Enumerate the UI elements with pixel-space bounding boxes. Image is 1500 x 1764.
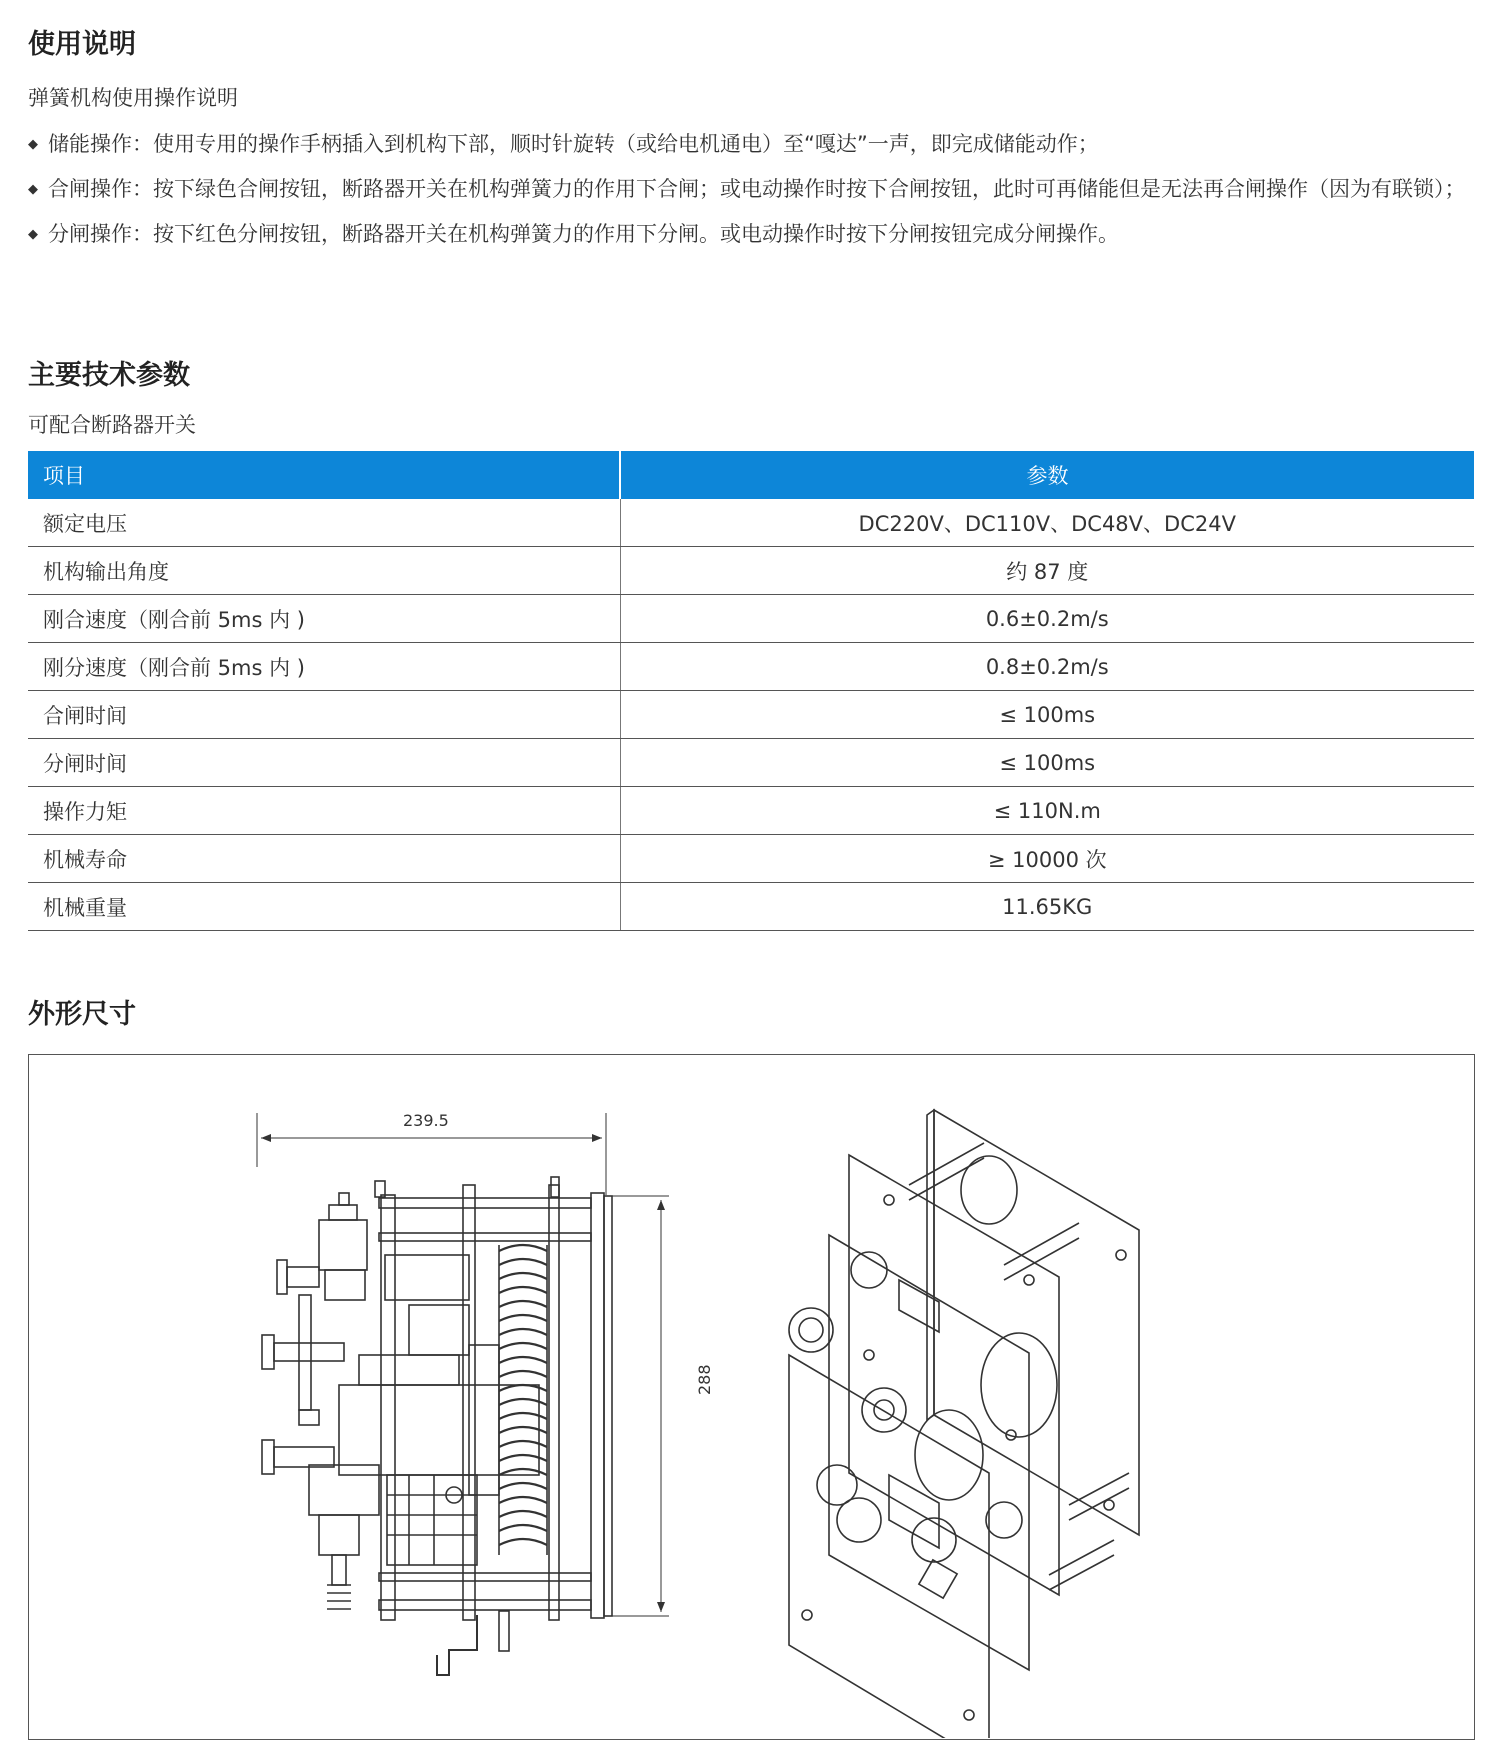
list-item — [28, 167, 1478, 212]
spec-name: 刚合速度（刚合前 5ms 内 ) — [28, 595, 620, 643]
spec-value: DC220V、DC110V、DC48V、DC24V — [620, 499, 1474, 547]
spec-name: 机械寿命 — [28, 835, 620, 883]
spec-value: 0.8±0.2m/s — [620, 643, 1474, 691]
column-header-item: 项目 — [28, 451, 620, 499]
side-view-drawing — [257, 1113, 669, 1675]
spec-name: 合闸时间 — [28, 691, 620, 739]
height-dimension-label: 288 — [695, 1364, 714, 1395]
width-dimension-label: 239.5 — [403, 1111, 449, 1130]
spec-name: 机构输出角度 — [28, 547, 620, 595]
bullet-diamond-icon: ◆ — [28, 137, 38, 152]
spec-name: 刚分速度（刚合前 5ms 内 ) — [28, 643, 620, 691]
table-row — [28, 883, 1474, 931]
usage-item-storage: 储能操作：使用专用的操作手柄插入到机构下部，顺时针旋转（或给电机通电）至“嘎达”一声，即完成储能动作； — [48, 132, 1099, 156]
table-row — [28, 691, 1474, 739]
table-row — [28, 835, 1474, 883]
table-row — [28, 643, 1474, 691]
mechanism-drawings — [29, 1055, 1473, 1738]
spec-value: ≤ 110N.m — [620, 787, 1474, 835]
spec-value: 11.65KG — [620, 883, 1474, 931]
usage-list — [28, 122, 1478, 257]
table-row — [28, 739, 1474, 787]
isometric-view-drawing — [789, 1110, 1139, 1738]
specs-title: 主要技术参数 — [28, 360, 190, 391]
dimension-drawing-frame — [28, 1054, 1475, 1740]
spec-name: 额定电压 — [28, 499, 620, 547]
table-row — [28, 787, 1474, 835]
usage-title: 使用说明 — [28, 29, 136, 60]
spec-value: 约 87 度 — [620, 547, 1474, 595]
bullet-diamond-icon: ◆ — [28, 227, 38, 242]
spec-name: 操作力矩 — [28, 787, 620, 835]
dimensions-title: 外形尺寸 — [28, 999, 136, 1030]
column-header-param: 参数 — [620, 451, 1474, 499]
table-row — [28, 499, 1474, 547]
spec-value: 0.6±0.2m/s — [620, 595, 1474, 643]
specs-subtitle: 可配合断路器开关 — [28, 413, 196, 437]
list-item — [28, 122, 1478, 167]
usage-item-closing: 合闸操作：按下绿色合闸按钮，断路器开关在机构弹簧力的作用下合闸；或电动操作时按下合闸按钮，此时可再储能但是无法再合闸操作（因为有联锁）； — [48, 177, 1466, 201]
spec-table — [28, 451, 1474, 931]
spec-name: 分闸时间 — [28, 739, 620, 787]
list-item — [28, 212, 1478, 257]
table-header-row — [28, 451, 1474, 499]
usage-item-opening: 分闸操作：按下红色分闸按钮，断路器开关在机构弹簧力的作用下分闸。或电动操作时按下分闸按钮完成分闸操作。 — [48, 222, 1119, 246]
table-row — [28, 547, 1474, 595]
spec-value: ≤ 100ms — [620, 691, 1474, 739]
spec-value: ≤ 100ms — [620, 739, 1474, 787]
spec-name: 机械重量 — [28, 883, 620, 931]
spec-value: ≥ 10000 次 — [620, 835, 1474, 883]
usage-subtitle: 弹簧机构使用操作说明 — [28, 86, 238, 110]
table-row — [28, 595, 1474, 643]
bullet-diamond-icon: ◆ — [28, 182, 38, 197]
